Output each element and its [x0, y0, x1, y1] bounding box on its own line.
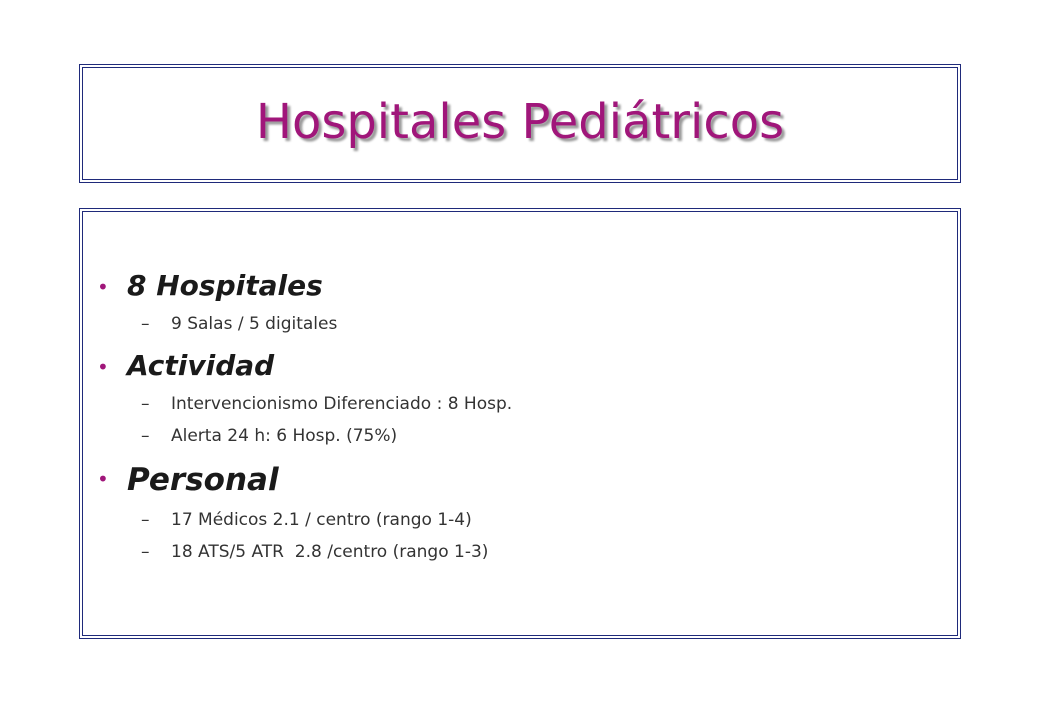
sub-item: [127, 504, 512, 536]
section-heading: 8 Hospitales: [127, 269, 323, 302]
content-frame: [82, 211, 958, 636]
dash-icon: –: [141, 314, 150, 334]
section-heading: Personal: [127, 462, 279, 498]
sub-item-text: 18 ATS/5 ATR 2.8 /centro (rango 1-3): [171, 542, 489, 562]
dash-icon: –: [141, 394, 150, 414]
bullet-icon: •: [97, 275, 109, 299]
section-hospitales: [97, 268, 512, 340]
sub-item-text: 9 Salas / 5 digitales: [171, 314, 338, 334]
sub-item: [127, 420, 512, 452]
dash-icon: –: [141, 426, 150, 446]
sub-list: [127, 308, 512, 340]
sub-item: [127, 536, 512, 568]
sub-list: [127, 388, 512, 452]
sub-item: [127, 308, 512, 340]
section-personal: [97, 460, 512, 568]
bullet-icon: •: [97, 467, 109, 491]
sub-list: [127, 504, 512, 568]
section-heading: Actividad: [127, 349, 275, 382]
sub-item: [127, 388, 512, 420]
section-actividad: [97, 348, 512, 452]
sub-item-text: Alerta 24 h: 6 Hosp. (75%): [171, 426, 398, 446]
sub-item-text: 17 Médicos 2.1 / centro (rango 1-4): [171, 510, 472, 530]
title-frame: [82, 67, 958, 180]
bullet-icon: •: [97, 355, 109, 379]
slide-title: Hospitales Pediátricos: [255, 94, 785, 150]
sub-item-text: Intervencionismo Diferenciado : 8 Hosp.: [171, 394, 513, 414]
dash-icon: –: [141, 542, 150, 562]
bullet-list: [97, 268, 512, 576]
dash-icon: –: [141, 510, 150, 530]
